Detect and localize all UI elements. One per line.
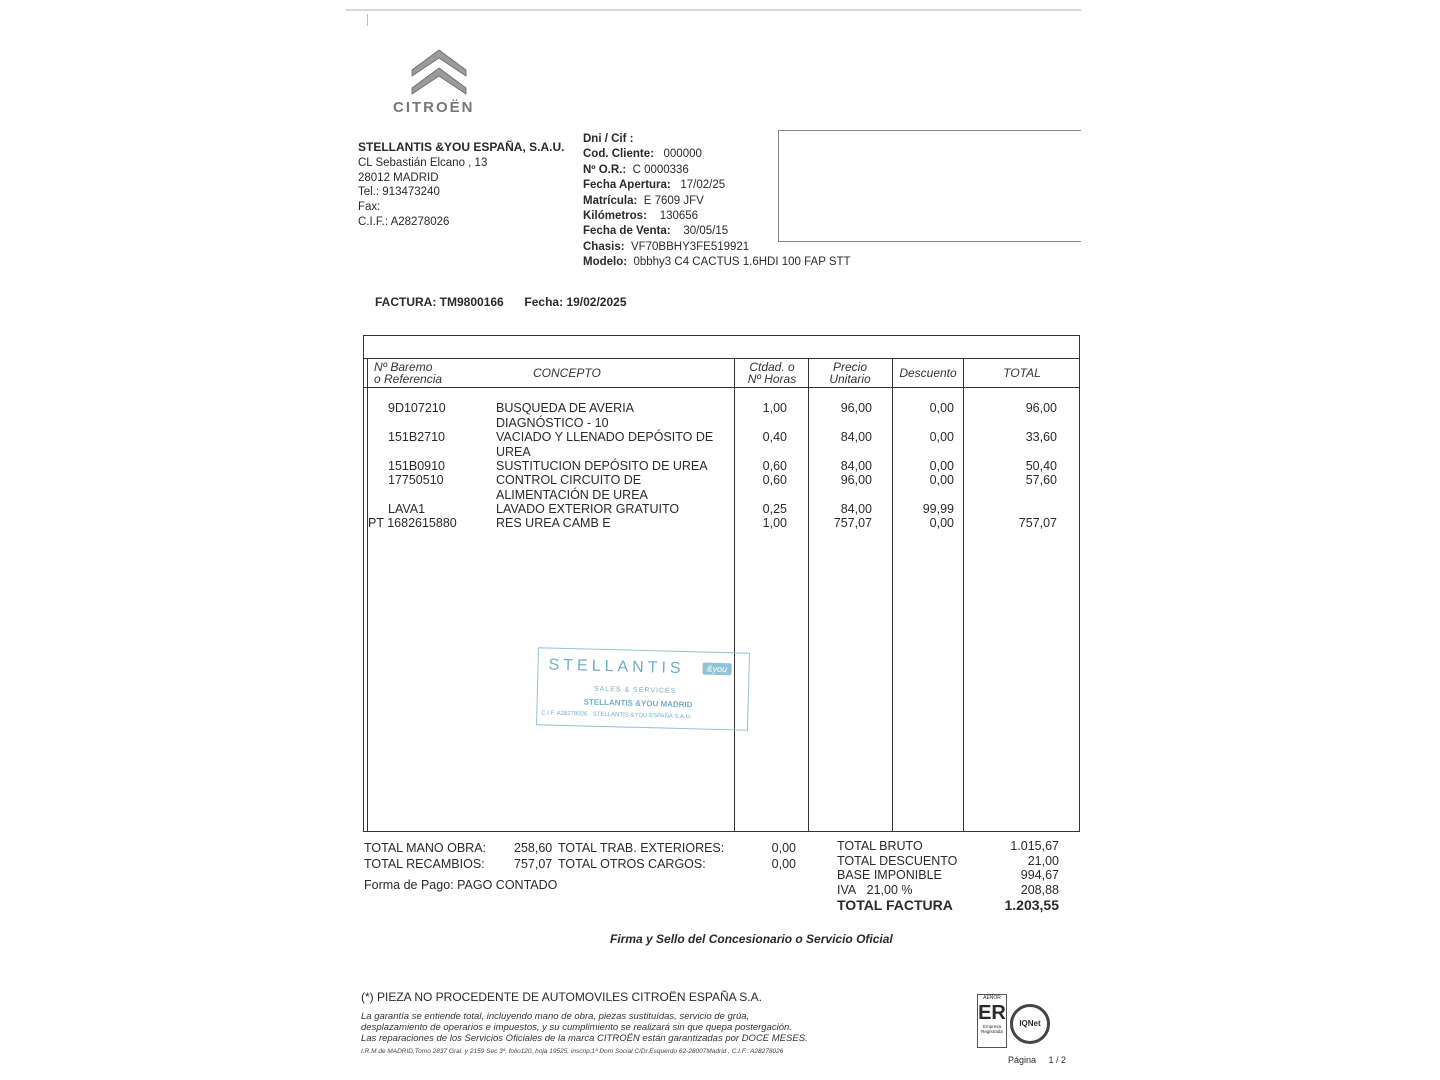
total-otros-cargos: 0,00	[771, 857, 796, 871]
row-total: 57,60	[1025, 473, 1057, 487]
row-discount: 0,00	[929, 430, 954, 444]
header-descuento: Descuento	[899, 366, 957, 380]
header-ref: Nº Baremo o Referencia	[374, 360, 443, 386]
info-matricula: Matrícula: E 7609 JFV	[583, 194, 704, 207]
row-concept: BUSQUEDA DE AVERIA	[496, 401, 635, 415]
row-reference: PT 1682615880	[368, 516, 457, 530]
company-street: CL Sebastián Elcano , 13	[358, 156, 488, 169]
row-total: 50,40	[1025, 459, 1057, 473]
row-quantity: 0,60	[762, 473, 787, 487]
row-quantity: 1,00	[762, 401, 787, 415]
row-quantity: 1,00	[762, 516, 787, 530]
row-concept: SUSTITUCION DEPÓSITO DE UREA	[496, 459, 708, 473]
warranty-text: La garantía se entiende total, incluyendo mano de obra, piezas sustituídas, servicio de grúa, desplazamiento de operarios e impuestos, y su cumplimiento se realizará sin que quepa postergación. Las reparaciones de los Servicios Oficiales de la marca CITROËN están garantizadas por DOCE MESES.	[361, 1011, 808, 1044]
total-bruto: 1.015,67	[1010, 839, 1059, 853]
invoice-number: TM9800166	[439, 295, 504, 309]
company-city: 28012 MADRID	[358, 171, 439, 184]
header-concepto: CONCEPTO	[533, 366, 601, 380]
row-reference: 17750510	[388, 473, 444, 487]
row-unit-price: 96,00	[840, 473, 872, 487]
row-concept-cont: UREA	[496, 444, 531, 459]
header-cantidad: Ctdad. o Nº Horas	[747, 360, 797, 386]
aenor-er-icon: AENOR ER Empresa Registrada	[977, 994, 1007, 1048]
company-tel: Tel.: 913473240	[358, 186, 440, 199]
row-concept: CONTROL CIRCUITO DE	[496, 473, 642, 487]
info-or: Nº O.R.: C 0000336	[583, 163, 689, 176]
top-edge-line	[346, 9, 1081, 11]
row-concept: LAVADO EXTERIOR GRATUITO	[496, 502, 680, 516]
scan-mark	[367, 14, 368, 26]
row-reference: 151B2710	[388, 430, 446, 444]
dealer-stamp: STELLANTIS &you SALES & SERVICES STELLANTIS &YOU MADRID C.I.F. A28278026 · STELLANTIS &YOU ESPAÑA S.A.U.	[536, 647, 750, 731]
total-trab-ext: 0,00	[771, 841, 796, 855]
row-unit-price: 84,00	[840, 459, 872, 473]
row-reference: 9D107210	[388, 401, 446, 415]
company-block	[358, 140, 564, 230]
header-total: TOTAL	[1003, 366, 1041, 380]
row-quantity: 0,40	[762, 430, 787, 444]
row-reference: 151B0910	[388, 459, 446, 473]
citroen-chevrons-icon	[408, 44, 470, 100]
row-discount: 0,00	[929, 473, 954, 487]
info-fecha-apertura: Fecha Apertura: 17/02/25	[583, 179, 726, 192]
iva-amount: 208,88	[1020, 882, 1059, 897]
info-chasis: Chasis: VF70BBHY3FE519921	[583, 240, 750, 253]
iqnet-icon: IQNet	[1010, 1004, 1050, 1044]
signature-caption: Firma y Sello del Concesionario o Servicio Oficial	[610, 932, 893, 946]
invoice-date: 19/02/2025	[566, 295, 627, 309]
row-quantity: 0,60	[762, 459, 787, 473]
row-unit-price: 84,00	[840, 502, 872, 516]
row-concept-cont: DIAGNÓSTICO - 10	[496, 415, 609, 430]
info-dni: Dni / Cif :	[583, 133, 634, 145]
info-modelo: Modelo: 0bbhy3 C4 CACTUS 1.6HDI 100 FAP STT	[583, 256, 851, 269]
info-cliente: Cod. Cliente: 000000	[583, 148, 702, 161]
total-recambios: 757,07	[514, 857, 553, 871]
row-discount: 0,00	[929, 401, 954, 415]
company-cif: C.I.F.: A28278026	[358, 216, 450, 229]
payment-method: Forma de Pago: PAGO CONTADO	[364, 878, 558, 892]
row-quantity: 0,25	[762, 502, 787, 516]
client-address-box	[778, 130, 1081, 242]
row-total: 33,60	[1025, 430, 1057, 444]
total-mano-obra: 258,60	[514, 841, 553, 855]
row-unit-price: 84,00	[840, 430, 872, 444]
registry-text: I.R.M.de MADRID,Tomo 2837 Gral. y 2159 Sec 3ª, folio120, hoja 19525, inscrip.1ª Dom Social C/Dr.Esquerdo 62-28007Madrid , C.I.F.: A28278026	[361, 1048, 784, 1055]
row-unit-price: 757,07	[833, 516, 872, 530]
company-name: STELLANTIS &YOU ESPAÑA, S.A.U.	[358, 140, 565, 154]
info-kilometros: Kilómetros: 130656	[583, 210, 699, 223]
row-discount: 99,99	[922, 502, 954, 516]
row-total: 96,00	[1025, 401, 1057, 415]
total-factura: 1.203,55	[1004, 897, 1059, 913]
row-discount: 0,00	[929, 516, 954, 530]
page-number: Página 1 / 2	[1008, 1055, 1067, 1065]
row-concept: RES UREA CAMB E	[496, 516, 611, 530]
info-fecha-venta: Fecha de Venta: 30/05/15	[583, 225, 729, 238]
header-precio: Precio Unitario	[829, 360, 871, 386]
row-reference: LAVA1	[388, 502, 426, 516]
row-concept-cont: ALIMENTACIÓN DE UREA	[496, 487, 648, 502]
base-imponible: 994,67	[1020, 868, 1059, 882]
brand-wordmark: CITROËN	[393, 99, 475, 116]
row-discount: 0,00	[929, 459, 954, 473]
row-unit-price: 96,00	[840, 401, 872, 415]
total-descuento: 21,00	[1027, 853, 1059, 868]
footer-note: (*) PIEZA NO PROCEDENTE DE AUTOMOVILES CITROËN ESPAÑA S.A.	[361, 990, 762, 1004]
row-concept: VACIADO Y LLENADO DEPÓSITO DE	[496, 430, 714, 444]
row-total: 757,07	[1018, 516, 1057, 530]
invoice-number-line: FACTURA: TM9800166 Fecha: 19/02/2025	[375, 295, 627, 309]
company-fax: Fax:	[358, 201, 381, 214]
